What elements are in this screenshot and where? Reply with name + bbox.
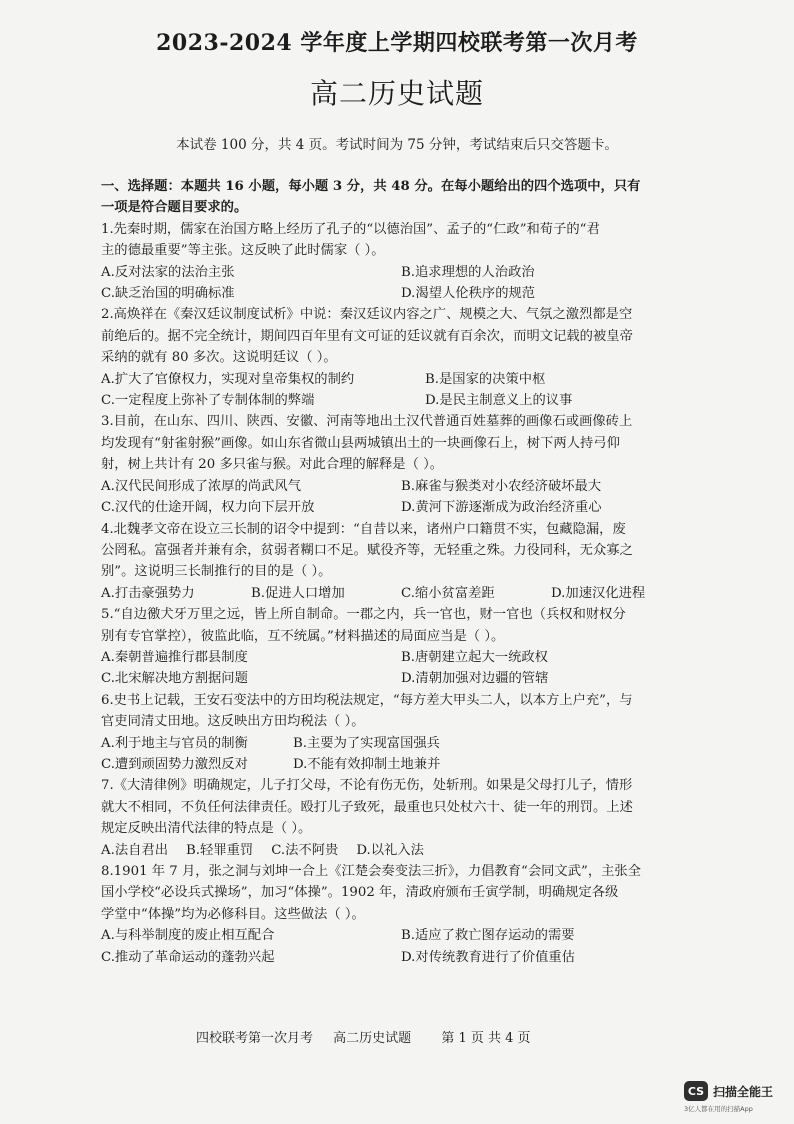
option-d: D.不能有效抑制土地兼并 — [293, 756, 441, 772]
option-c: C.一定程度上弥补了专制体制的弊端 — [101, 393, 315, 409]
option-b: B.是国家的决策中枢 — [425, 371, 546, 387]
question-section — [101, 176, 701, 968]
option-list — [101, 476, 701, 519]
option-d: D.黄河下游逐渐成为政治经济重心 — [401, 500, 602, 516]
exam-title: 2023-2024 学年度上学期四校联考第一次月考 — [156, 30, 638, 56]
option-list — [101, 925, 701, 968]
exam-instructions: 本试卷 100 分，共 4 页。考试时间为 75 分钟，考试结束后只交答题卡。 — [176, 137, 618, 153]
option-a: A.扩大了官僚权力，实现对皇帝集权的制约 — [101, 371, 355, 387]
option-list — [101, 840, 701, 861]
question-1 — [101, 219, 701, 305]
option-a: A.汉代民间形成了浓厚的尚武风气 — [101, 478, 301, 494]
section-heading: 一、选择题：本题共 16 小题，每小题 3 分，共 48 分。在每小题给出的四个选项中，只有 — [101, 179, 641, 194]
question-stem-line: 规定反映出清代法律的特点是（ ）。 — [101, 821, 312, 837]
question-3 — [101, 411, 701, 518]
option-b: B.轻罪重罚 — [186, 842, 254, 858]
question-stem-line: 就大不相同，不负任何法律责任。殴打儿子致死，最重也只处杖六十、徒一年的刑罚。上述 — [101, 799, 633, 815]
question-stem-line: 4.北魏孝文帝在设立三长制的诏令中提到：“自昔以来，诸州户口籍贯不实，包藏隐漏，废 — [101, 521, 626, 537]
scanner-logo-icon: CS — [684, 1081, 708, 1101]
question-stem-line: 8.1901 年 7 月，张之洞与刘坤一合上《江楚会奏变法三折》，力倡教育“会同文武”，主张全 — [101, 864, 642, 879]
question-stem-line: 7.《大清律例》明确规定，儿子打父母，不论有伤无伤，处斩刑。如果是父母打儿子，情形 — [101, 778, 633, 794]
option-b: B.唐朝建立起大一统政权 — [401, 649, 548, 665]
option-c: C.推动了革命运动的蓬勃兴起 — [101, 949, 275, 965]
footer-subject: 高二历史试题 — [333, 1031, 412, 1046]
option-c: C.法不阿贵 — [271, 842, 339, 858]
question-stem-line: 3.目前，在山东、四川、陕西、安徽、河南等地出土汉代普通百姓墓葬的画像石或画像砖上 — [101, 414, 633, 430]
option-list — [101, 583, 701, 604]
question-6 — [101, 690, 701, 776]
option-b: B.主要为了实现富国强兵 — [293, 735, 440, 751]
option-b: B.追求理想的人治政治 — [401, 264, 535, 280]
scanner-watermark — [684, 1081, 788, 1121]
question-5 — [101, 604, 701, 690]
option-d: D.是民主制意义上的议事 — [425, 393, 573, 409]
option-c: C.缩小贫富差距 — [401, 585, 495, 601]
option-c: C.缺乏治国的明确标准 — [101, 286, 235, 302]
question-stem-line: 主的德最重要”等主张。这反映了此时儒家（ ）。 — [101, 243, 385, 259]
question-stem-line: 官吏同清丈田地。这反映出方田均税法（ ）。 — [101, 714, 365, 730]
option-a: A.反对法家的法治主张 — [101, 264, 235, 280]
option-list — [101, 369, 701, 412]
option-c: C.汉代的仕途开阔，权力向下层开放 — [101, 500, 315, 516]
question-stem-line: 公罔私。富强者并兼有余，贫弱者糊口不足。赋役齐等，无轻重之殊。力役同科，无众寡之 — [101, 542, 633, 558]
option-b: B.麻雀与猴类对小农经济破坏最大 — [401, 478, 602, 494]
option-c: C.北宋解决地方割据问题 — [101, 671, 248, 687]
question-stem-line: 均发现有“射雀射猴”画像。如山东省微山县两城镇出土的一块画像石上，树下两人持弓仰 — [101, 435, 620, 451]
option-d: D.加速汉化进程 — [551, 585, 646, 601]
option-list — [101, 647, 701, 690]
option-b: B.适应了救亡图存运动的需要 — [401, 928, 575, 944]
footer-exam-name: 四校联考第一次月考 — [196, 1031, 314, 1046]
question-stem-line: 6.史书上记载，王安石变法中的方田均税法规定，“每方差大甲头二人，以本方上户充”，与 — [101, 692, 633, 708]
scanner-app-name: 扫描全能王 — [713, 1084, 774, 1099]
footer-page-number: 第 1 页 共 4 页 — [441, 1031, 531, 1046]
option-b: B.促进人口增加 — [251, 585, 345, 601]
option-list — [101, 262, 701, 305]
subject-title: 高二历史试题 — [309, 77, 484, 110]
question-stem-line: 前绝后的。据不完全统计，期间四百年里有文可证的廷议就有百余次，而明文记载的被皇帝 — [101, 328, 633, 344]
question-stem-line: 1.先秦时期，儒家在治国方略上经历了孔子的“以德治国”、孟子的“仁政”和荀子的“君 — [101, 221, 600, 237]
question-8 — [101, 861, 701, 968]
option-d: D.清朝加强对边疆的管辖 — [401, 671, 549, 687]
section-heading-cont: 一项是符合题目要求的。 — [101, 200, 248, 216]
question-stem-line: 2.高焕祥在《秦汉廷议制度试析》中说：秦汉廷议内容之广、规模之大、气氛之激烈都是空 — [101, 307, 633, 323]
question-stem-line: 采纳的就有 80 多次。这说明廷议（ ）。 — [101, 350, 337, 366]
option-d: D.对传统教育进行了价值重估 — [401, 949, 575, 965]
option-a: A.与科举制度的废止相互配合 — [101, 928, 275, 944]
option-a: A.打击豪强势力 — [101, 585, 195, 601]
question-stem-line: 5.“自边徼犬牙万里之远，皆上所自制命。一郡之内，兵一官也，财一官也（兵权和财权分 — [101, 607, 626, 623]
question-stem-line: 国小学校“必设兵式操场”，加习“体操”。1902 年，清政府颁布壬寅学制，明确规定各级 — [101, 885, 619, 901]
option-a: A.利于地主与官员的制衡 — [101, 735, 248, 751]
scanner-tagline: 3亿人都在用的扫描App — [684, 1105, 753, 1113]
question-4 — [101, 519, 701, 605]
option-d: D.渴望人伦秩序的规范 — [401, 286, 536, 302]
question-stem-line: 射，树上共计有 20 多只雀与猴。对此合理的解释是（ ）。 — [101, 457, 444, 473]
option-a: A.秦朝普遍推行郡县制度 — [101, 649, 248, 665]
option-c: C.遭到顽固势力激烈反对 — [101, 756, 248, 772]
question-stem-line: 别”。这说明三长制推行的目的是（ ）。 — [101, 564, 332, 580]
option-list — [101, 733, 701, 776]
option-a: A.法自君出 — [101, 842, 169, 858]
page-footer — [196, 1027, 547, 1046]
question-7 — [101, 775, 701, 861]
question-stem-line: 别有专官掌控），彼监此临，互不统属。”材料描述的局面应当是（ ）。 — [101, 628, 505, 644]
option-d: D.以礼入法 — [356, 842, 424, 858]
question-2 — [101, 304, 701, 411]
question-stem-line: 学堂中“体操”均为必修科目。这些做法（ ）。 — [101, 906, 365, 922]
